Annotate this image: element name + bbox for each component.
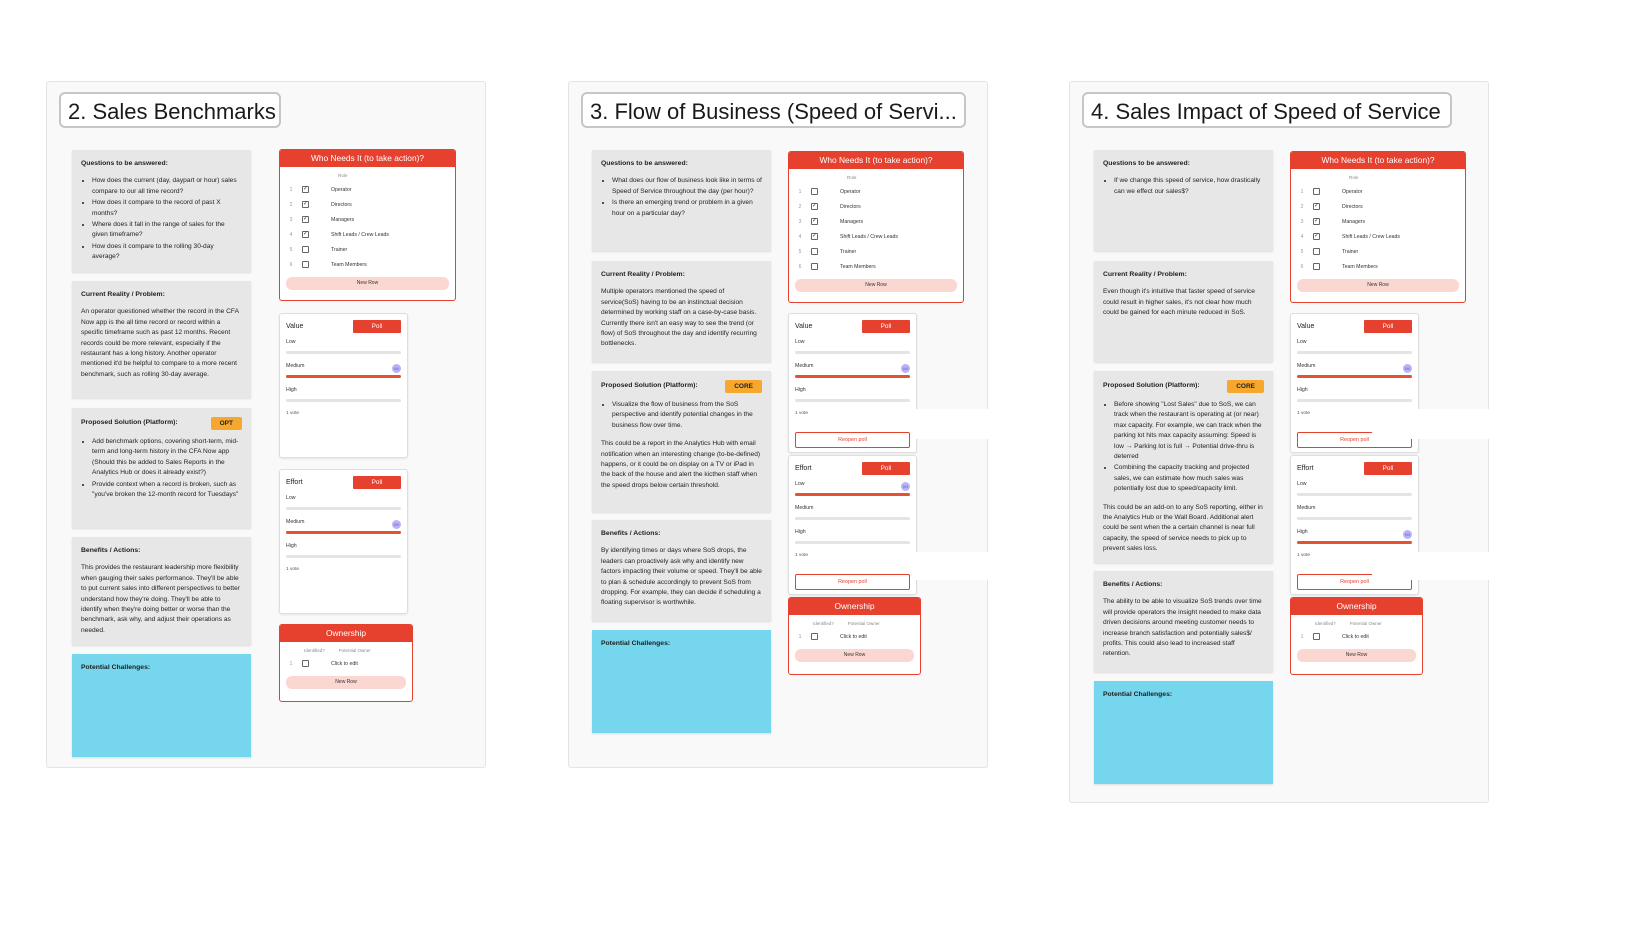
- row-number: 4: [1300, 233, 1304, 240]
- checkbox[interactable]: [1313, 188, 1320, 195]
- poll-option-label: Medium: [286, 363, 305, 369]
- questions-sticky[interactable]: [1094, 150, 1273, 251]
- checked-checkbox[interactable]: ✓: [812, 203, 818, 209]
- row-number: 6: [1300, 263, 1304, 270]
- benefits-sticky[interactable]: [592, 520, 771, 621]
- who-needs-it-table[interactable]: [279, 149, 456, 301]
- effort-poll[interactable]: [279, 469, 408, 614]
- row-number: 4: [289, 231, 293, 238]
- click-to-edit-cell[interactable]: Click to edit: [331, 660, 358, 667]
- click-to-edit-cell[interactable]: Click to edit: [840, 633, 867, 640]
- voter-avatar-icon: IM: [392, 520, 401, 529]
- checked-checkbox[interactable]: ✓: [1314, 218, 1320, 224]
- poll-option-bar: [795, 517, 910, 520]
- poll-option-fill: [1297, 541, 1412, 544]
- poll-option-label: Low: [795, 339, 805, 345]
- role-label: Operator: [331, 186, 352, 193]
- reality-sticky[interactable]: [592, 261, 771, 362]
- poll-option-label: High: [795, 529, 806, 535]
- checkbox[interactable]: [1313, 248, 1320, 255]
- click-to-edit-cell[interactable]: Click to edit: [1342, 633, 1369, 640]
- voter-avatar-icon: IM: [392, 364, 401, 373]
- owner-column-header: Potential Owner: [1349, 621, 1382, 626]
- role-label: Trainer: [840, 248, 857, 255]
- benefits-text: By identifying times or days where SoS drops, the leaders can proactively ask why and identify new factors impacting their volume or speed. They'll be able to plan & schedule accordingly to prevent SoS from dropping. For example, they can decide if scheduling a floating supervisor is worthwhile.: [601, 547, 762, 607]
- vote-count: 1 vote: [286, 567, 300, 572]
- list-item: • Before showing "Lost Sales" due to SoS, we can track when the restaurant is operating at (or near) max capacity. For example, we can track when the parking lot hits max capacity assuming: Speed is low → Parking lot is full → Potential drive-thru is deterred: [1114, 400, 1264, 462]
- table-row[interactable]: [789, 214, 963, 229]
- poll-option-label: Medium: [795, 505, 814, 511]
- role-label: Shift Leads / Crew Leads: [331, 231, 389, 238]
- poll-option-fill: [1297, 375, 1412, 378]
- poll-option-label: Low: [286, 495, 296, 501]
- solution-extra-text: This could be a report in the Analytics Hub with email notification when an interesting change (to-be-defined) happens, or it could be on display on a TV or iPad in the back of the house and alert the kicthen staff when the speed drops below certain threshold.: [601, 440, 761, 489]
- row-number: 2: [1300, 203, 1304, 210]
- poll-title: Effort: [1297, 465, 1314, 472]
- poll-option-label: Medium: [1297, 505, 1316, 511]
- poll-option-fill: [795, 493, 910, 496]
- poll-option-bar: [795, 541, 910, 544]
- checkbox[interactable]: [811, 188, 818, 195]
- poll-option-fill: [286, 531, 401, 534]
- row-number: 5: [798, 248, 802, 255]
- role-rows: [280, 182, 455, 272]
- poll-option-fill: [795, 375, 910, 378]
- ownership-header: Ownership: [789, 598, 920, 615]
- poll-options: [795, 481, 910, 553]
- row-number: 5: [289, 246, 293, 253]
- value-poll[interactable]: [279, 313, 408, 458]
- checked-checkbox[interactable]: ✓: [1314, 233, 1320, 239]
- role-label: Directors: [1342, 203, 1363, 210]
- list-item: • Combining the capacity tracking and projected sales, we can estimate how much sales was potentially lost due to speed/capacity limit.: [1114, 463, 1264, 494]
- solution-list: [601, 400, 762, 431]
- role-column-header: Role: [338, 173, 348, 178]
- solution-title: Proposed Solution (Platform):: [1103, 382, 1200, 390]
- who-needs-it-header: Who Needs It (to take action)?: [280, 150, 455, 167]
- effort-poll[interactable]: [788, 455, 917, 595]
- new-row-button[interactable]: New Row: [286, 676, 406, 689]
- poll-option[interactable]: [1297, 481, 1412, 505]
- identified-column-header: Identified?: [304, 648, 325, 653]
- poll-option-bar: [795, 399, 910, 402]
- render-mask: [912, 409, 990, 439]
- checked-checkbox[interactable]: ✓: [812, 218, 818, 224]
- vote-count: 1 vote: [1297, 553, 1311, 558]
- reality-text: Even though it's intuitive that faster speed of service could result in higher sales, it's not clear how much could be gained for each minute reduced in SoS.: [1103, 288, 1255, 317]
- opt-tag: OPT: [211, 417, 242, 430]
- checkbox[interactable]: [1313, 633, 1320, 640]
- list-item: • Visualize the flow of business from the SoS perspective and identify potential changes in the business flow over time.: [612, 400, 762, 431]
- poll-option[interactable]: [286, 387, 401, 411]
- table-row[interactable]: [1291, 199, 1465, 214]
- poll-option-bar: [286, 507, 401, 510]
- table-row[interactable]: [1291, 229, 1465, 244]
- poll-option-bar: [286, 531, 401, 534]
- list-item: • Provide context when a record is broken, such as "you've broken the 12-month record for Tuesdays": [92, 480, 242, 501]
- voter-avatar-icon: IM: [901, 364, 910, 373]
- list-item: • How does it compare to the record of past X months?: [92, 198, 242, 219]
- table-row[interactable]: [789, 259, 963, 274]
- poll-options: [795, 339, 910, 411]
- poll-option[interactable]: [286, 543, 401, 567]
- frame-title[interactable]: 4. Sales Impact of Speed of Service: [1082, 92, 1452, 128]
- poll-button[interactable]: Poll: [353, 476, 401, 489]
- role-label: Operator: [1342, 188, 1363, 195]
- list-item: • How does the current (day, daypart or hour) sales compare to our all time record?: [92, 176, 242, 197]
- table-row[interactable]: [280, 656, 412, 671]
- list-item: • Add benchmark options, covering short-term, mid-term and long-term history in the CFA Now app (Should this be added to Sales Reports in the Analytics Hub or does it already exist?): [92, 437, 242, 479]
- checked-checkbox[interactable]: ✓: [303, 186, 309, 192]
- reopen-poll-button[interactable]: Reopen poll: [795, 574, 910, 590]
- poll-option-bar: [1297, 399, 1412, 402]
- list-item: • Is there an emerging trend or problem in a given hour on a particular day?: [612, 198, 762, 219]
- questions-list: [601, 176, 762, 219]
- reopen-poll-button[interactable]: Reopen poll: [795, 432, 910, 448]
- benefits-text: The ability to be able to visualize SoS trends over time will provide operators the insight needed to make data driven decisions around meeting customer needs to increase branch satisfaction and potentially sales$/ profits. This could also lead to increased staff retention.: [1103, 598, 1262, 658]
- table-row[interactable]: [280, 257, 455, 272]
- render-mask: [912, 552, 990, 580]
- poll-option-label: Low: [1297, 481, 1307, 487]
- role-label: Shift Leads / Crew Leads: [1342, 233, 1400, 240]
- row-number: 4: [798, 233, 802, 240]
- reality-text: Multiple operators mentioned the speed of service(SoS) having to be an instinctual decision determined by working staff on a case-by-case basis. Currently there isn't an easy way to see the trend (or flow) of SoS throughout the day and identify recurring bottlenecks.: [601, 288, 757, 348]
- ownership-header: Ownership: [1291, 598, 1422, 615]
- solution-extra-text: This could be an add-on to any SoS reporting, either in the Analytics Hub or the Wall Board. Additional alert could be sent when the a certain channel is near full capacity, the speed of service needs to pick up to prevent sales loss.: [1103, 503, 1263, 553]
- benefits-text: This provides the restaurant leadership more flexibility when gauging their sales performance. They'll be able to put current sales into different perspectives to better understand how they're doing. They'll be able to identify when they're doing better or worse than the benchmark, ask why, and adjust their operations as needed.: [81, 564, 240, 634]
- questions-title: Questions to be answered:: [1103, 160, 1190, 167]
- row-number: 3: [798, 218, 802, 225]
- list-item: • How does it compare to the rolling 30-day average?: [92, 242, 242, 263]
- checkbox[interactable]: [811, 248, 818, 255]
- poll-button[interactable]: Poll: [862, 320, 910, 333]
- solution-sticky[interactable]: [592, 371, 771, 512]
- role-label: Managers: [1342, 218, 1366, 225]
- role-rows: [789, 184, 963, 274]
- reality-text: An operator questioned whether the record in the CFA Now app is the all time record or record within a specific timeframe such as past 12 months. Recent records could be more relevant, especially if the restaurant has a long history. Another operator mentioned it'd be helpful to compare to a more recent benchmark, such as rolling 30-day average.: [81, 308, 239, 378]
- poll-title: Value: [795, 323, 813, 330]
- who-needs-it-table[interactable]: [788, 151, 964, 303]
- row-number: 1: [289, 186, 293, 193]
- solution-sticky[interactable]: [72, 408, 251, 528]
- questions-title: Questions to be answered:: [81, 160, 168, 167]
- benefits-title: Benefits / Actions:: [81, 547, 141, 554]
- poll-option-label: Medium: [286, 519, 305, 525]
- role-label: Trainer: [1342, 248, 1359, 255]
- poll-option[interactable]: [1297, 363, 1412, 387]
- questions-list: [81, 176, 242, 262]
- poll-button[interactable]: Poll: [1364, 462, 1412, 475]
- checkbox[interactable]: [811, 633, 818, 640]
- row-number: 2: [798, 203, 802, 210]
- owner-column-header: Potential Owner: [847, 621, 880, 626]
- poll-options: [286, 339, 401, 411]
- benefits-sticky[interactable]: [1094, 571, 1273, 672]
- ownership-table[interactable]: [1290, 597, 1423, 675]
- table-row[interactable]: [280, 242, 455, 257]
- poll-option-label: High: [795, 387, 806, 393]
- vote-count: 1 vote: [1297, 411, 1311, 416]
- poll-option-bar: [1297, 517, 1412, 520]
- list-item: • If we change this speed of service, how drastically can we effect our sales$?: [1114, 176, 1264, 197]
- table-row[interactable]: [789, 629, 920, 644]
- poll-option-label: Low: [795, 481, 805, 487]
- poll-option[interactable]: [1297, 529, 1412, 553]
- new-row-button[interactable]: New Row: [1297, 279, 1459, 292]
- poll-option[interactable]: [286, 363, 401, 387]
- row-number: 5: [1300, 248, 1304, 255]
- table-row[interactable]: [1291, 184, 1465, 199]
- poll-option[interactable]: [795, 529, 910, 553]
- value-poll[interactable]: [788, 313, 917, 453]
- reopen-poll-button[interactable]: Reopen poll: [1297, 574, 1412, 590]
- challenges-title: Potential Challenges:: [601, 640, 671, 647]
- checked-checkbox[interactable]: ✓: [303, 216, 309, 222]
- table-row[interactable]: [280, 197, 455, 212]
- row-number: 1: [289, 660, 293, 667]
- reopen-poll-button[interactable]: Reopen poll: [1297, 432, 1412, 448]
- role-column-header: Role: [1349, 175, 1359, 180]
- poll-option-bar: [795, 493, 910, 496]
- poll-button[interactable]: Poll: [353, 320, 401, 333]
- table-row[interactable]: [789, 184, 963, 199]
- questions-title: Questions to be answered:: [601, 160, 688, 167]
- row-number: 1: [798, 188, 802, 195]
- challenges-sticky[interactable]: [72, 654, 251, 757]
- poll-title: Value: [1297, 323, 1315, 330]
- poll-option-label: High: [286, 387, 297, 393]
- role-label: Team Members: [331, 261, 367, 268]
- table-row[interactable]: [1291, 244, 1465, 259]
- poll-option-bar: [1297, 541, 1412, 544]
- poll-option-label: High: [1297, 529, 1308, 535]
- poll-option[interactable]: [795, 363, 910, 387]
- poll-option-bar: [286, 375, 401, 378]
- poll-option[interactable]: [1297, 387, 1412, 411]
- poll-option-label: High: [1297, 387, 1308, 393]
- reality-title: Current Reality / Problem:: [601, 271, 685, 278]
- challenges-sticky[interactable]: [1094, 681, 1273, 784]
- poll-option-label: Medium: [1297, 363, 1316, 369]
- row-number: 2: [289, 201, 293, 208]
- frame-title[interactable]: 2. Sales Benchmarks: [59, 92, 281, 128]
- table-row[interactable]: [280, 212, 455, 227]
- benefits-sticky[interactable]: [72, 537, 251, 645]
- poll-option-bar: [1297, 493, 1412, 496]
- identified-column-header: Identified?: [813, 621, 834, 626]
- checkbox[interactable]: [302, 261, 309, 268]
- poll-option[interactable]: [286, 519, 401, 543]
- solution-list: [81, 437, 242, 500]
- checked-checkbox[interactable]: ✓: [303, 201, 309, 207]
- challenges-title: Potential Challenges:: [1103, 691, 1173, 698]
- poll-options: [1297, 481, 1412, 553]
- benefits-title: Benefits / Actions:: [1103, 581, 1163, 588]
- challenges-sticky[interactable]: [592, 630, 771, 733]
- poll-option[interactable]: [286, 339, 401, 363]
- who-needs-it-header: Who Needs It (to take action)?: [1291, 152, 1465, 169]
- checked-checkbox[interactable]: ✓: [303, 231, 309, 237]
- poll-option[interactable]: [795, 387, 910, 411]
- new-row-button[interactable]: New Row: [286, 277, 449, 290]
- vote-count: 1 vote: [286, 411, 300, 416]
- role-label: Trainer: [331, 246, 348, 253]
- poll-option-label: Medium: [795, 363, 814, 369]
- table-row[interactable]: [789, 199, 963, 214]
- role-rows: [1291, 184, 1465, 274]
- poll-option-fill: [286, 375, 401, 378]
- new-row-button[interactable]: New Row: [795, 649, 914, 662]
- voter-avatar-icon: IM: [1403, 364, 1412, 373]
- checked-checkbox[interactable]: ✓: [1314, 203, 1320, 209]
- table-row[interactable]: [1291, 629, 1422, 644]
- table-row[interactable]: [789, 229, 963, 244]
- table-row[interactable]: [1291, 259, 1465, 274]
- poll-option[interactable]: [286, 495, 401, 519]
- row-number: 1: [1300, 188, 1304, 195]
- owner-column-header: Potential Owner: [338, 648, 371, 653]
- solution-sticky[interactable]: [1094, 371, 1273, 563]
- poll-title: Effort: [286, 479, 303, 486]
- poll-option-bar: [795, 375, 910, 378]
- table-row[interactable]: [789, 244, 963, 259]
- poll-option-bar: [286, 555, 401, 558]
- poll-option[interactable]: [1297, 339, 1412, 363]
- role-label: Managers: [331, 216, 355, 223]
- poll-option-label: Low: [1297, 339, 1307, 345]
- poll-option[interactable]: [795, 339, 910, 363]
- poll-option-bar: [286, 351, 401, 354]
- render-mask: [1372, 552, 1490, 580]
- row-number: 6: [798, 263, 802, 270]
- who-needs-it-table[interactable]: [1290, 151, 1466, 303]
- table-row[interactable]: [280, 227, 455, 242]
- challenges-title: Potential Challenges:: [81, 664, 151, 671]
- role-column-header: Role: [847, 175, 857, 180]
- core-tag: CORE: [1227, 380, 1264, 393]
- new-row-button[interactable]: New Row: [1297, 649, 1416, 662]
- poll-options: [286, 495, 401, 567]
- poll-button[interactable]: Poll: [862, 462, 910, 475]
- solution-list: [1103, 400, 1264, 495]
- table-row[interactable]: [1291, 214, 1465, 229]
- checked-checkbox[interactable]: ✓: [812, 233, 818, 239]
- poll-option-label: High: [286, 543, 297, 549]
- poll-title: Effort: [795, 465, 812, 472]
- ownership-table[interactable]: [279, 624, 413, 702]
- frame-title[interactable]: 3. Flow of Business (Speed of Servi...: [581, 92, 966, 128]
- vote-count: 1 vote: [795, 411, 809, 416]
- render-mask: [1372, 409, 1490, 439]
- questions-sticky[interactable]: [592, 150, 771, 251]
- identified-column-header: Identified?: [1315, 621, 1336, 626]
- table-row[interactable]: [280, 182, 455, 197]
- role-label: Directors: [840, 203, 861, 210]
- poll-option-bar: [1297, 351, 1412, 354]
- list-item: • What does our flow of business look like in terms of Speed of Service throughout the day (per hour)?: [612, 176, 762, 197]
- role-label: Team Members: [1342, 263, 1378, 270]
- questions-list: [1103, 176, 1264, 197]
- who-needs-it-header: Who Needs It (to take action)?: [789, 152, 963, 169]
- poll-option-bar: [1297, 375, 1412, 378]
- poll-options: [1297, 339, 1412, 411]
- role-label: Shift Leads / Crew Leads: [840, 233, 898, 240]
- row-number: 6: [289, 261, 293, 268]
- vote-count: 1 vote: [795, 553, 809, 558]
- reality-title: Current Reality / Problem:: [81, 291, 165, 298]
- poll-option-bar: [795, 351, 910, 354]
- reality-title: Current Reality / Problem:: [1103, 271, 1187, 278]
- new-row-button[interactable]: New Row: [795, 279, 957, 292]
- row-number: 3: [1300, 218, 1304, 225]
- poll-option-bar: [286, 399, 401, 402]
- poll-title: Value: [286, 323, 304, 330]
- questions-sticky[interactable]: [72, 150, 251, 272]
- reality-sticky[interactable]: [72, 281, 251, 398]
- poll-option-label: Low: [286, 339, 296, 345]
- role-label: Directors: [331, 201, 352, 208]
- checkbox[interactable]: [1313, 263, 1320, 270]
- voter-avatar-icon: IM: [901, 482, 910, 491]
- row-number: 3: [289, 216, 293, 223]
- checkbox[interactable]: [302, 660, 309, 667]
- solution-title: Proposed Solution (Platform):: [601, 382, 698, 390]
- ownership-table[interactable]: [788, 597, 921, 675]
- list-item: • Where does it fall in the range of sales for the given timeframe?: [92, 220, 242, 241]
- voter-avatar-icon: IM: [1403, 530, 1412, 539]
- checkbox[interactable]: [302, 246, 309, 253]
- poll-button[interactable]: Poll: [1364, 320, 1412, 333]
- role-label: Operator: [840, 188, 861, 195]
- solution-title: Proposed Solution (Platform):: [81, 419, 178, 427]
- poll-option[interactable]: [795, 505, 910, 529]
- benefits-title: Benefits / Actions:: [601, 530, 661, 537]
- role-label: Team Members: [840, 263, 876, 270]
- poll-option[interactable]: [795, 481, 910, 505]
- row-number: 1: [1300, 633, 1304, 640]
- role-label: Managers: [840, 218, 864, 225]
- row-number: 1: [798, 633, 802, 640]
- ownership-header: Ownership: [280, 625, 412, 642]
- poll-option[interactable]: [1297, 505, 1412, 529]
- checkbox[interactable]: [811, 263, 818, 270]
- reality-sticky[interactable]: [1094, 261, 1273, 362]
- core-tag: CORE: [725, 380, 762, 393]
